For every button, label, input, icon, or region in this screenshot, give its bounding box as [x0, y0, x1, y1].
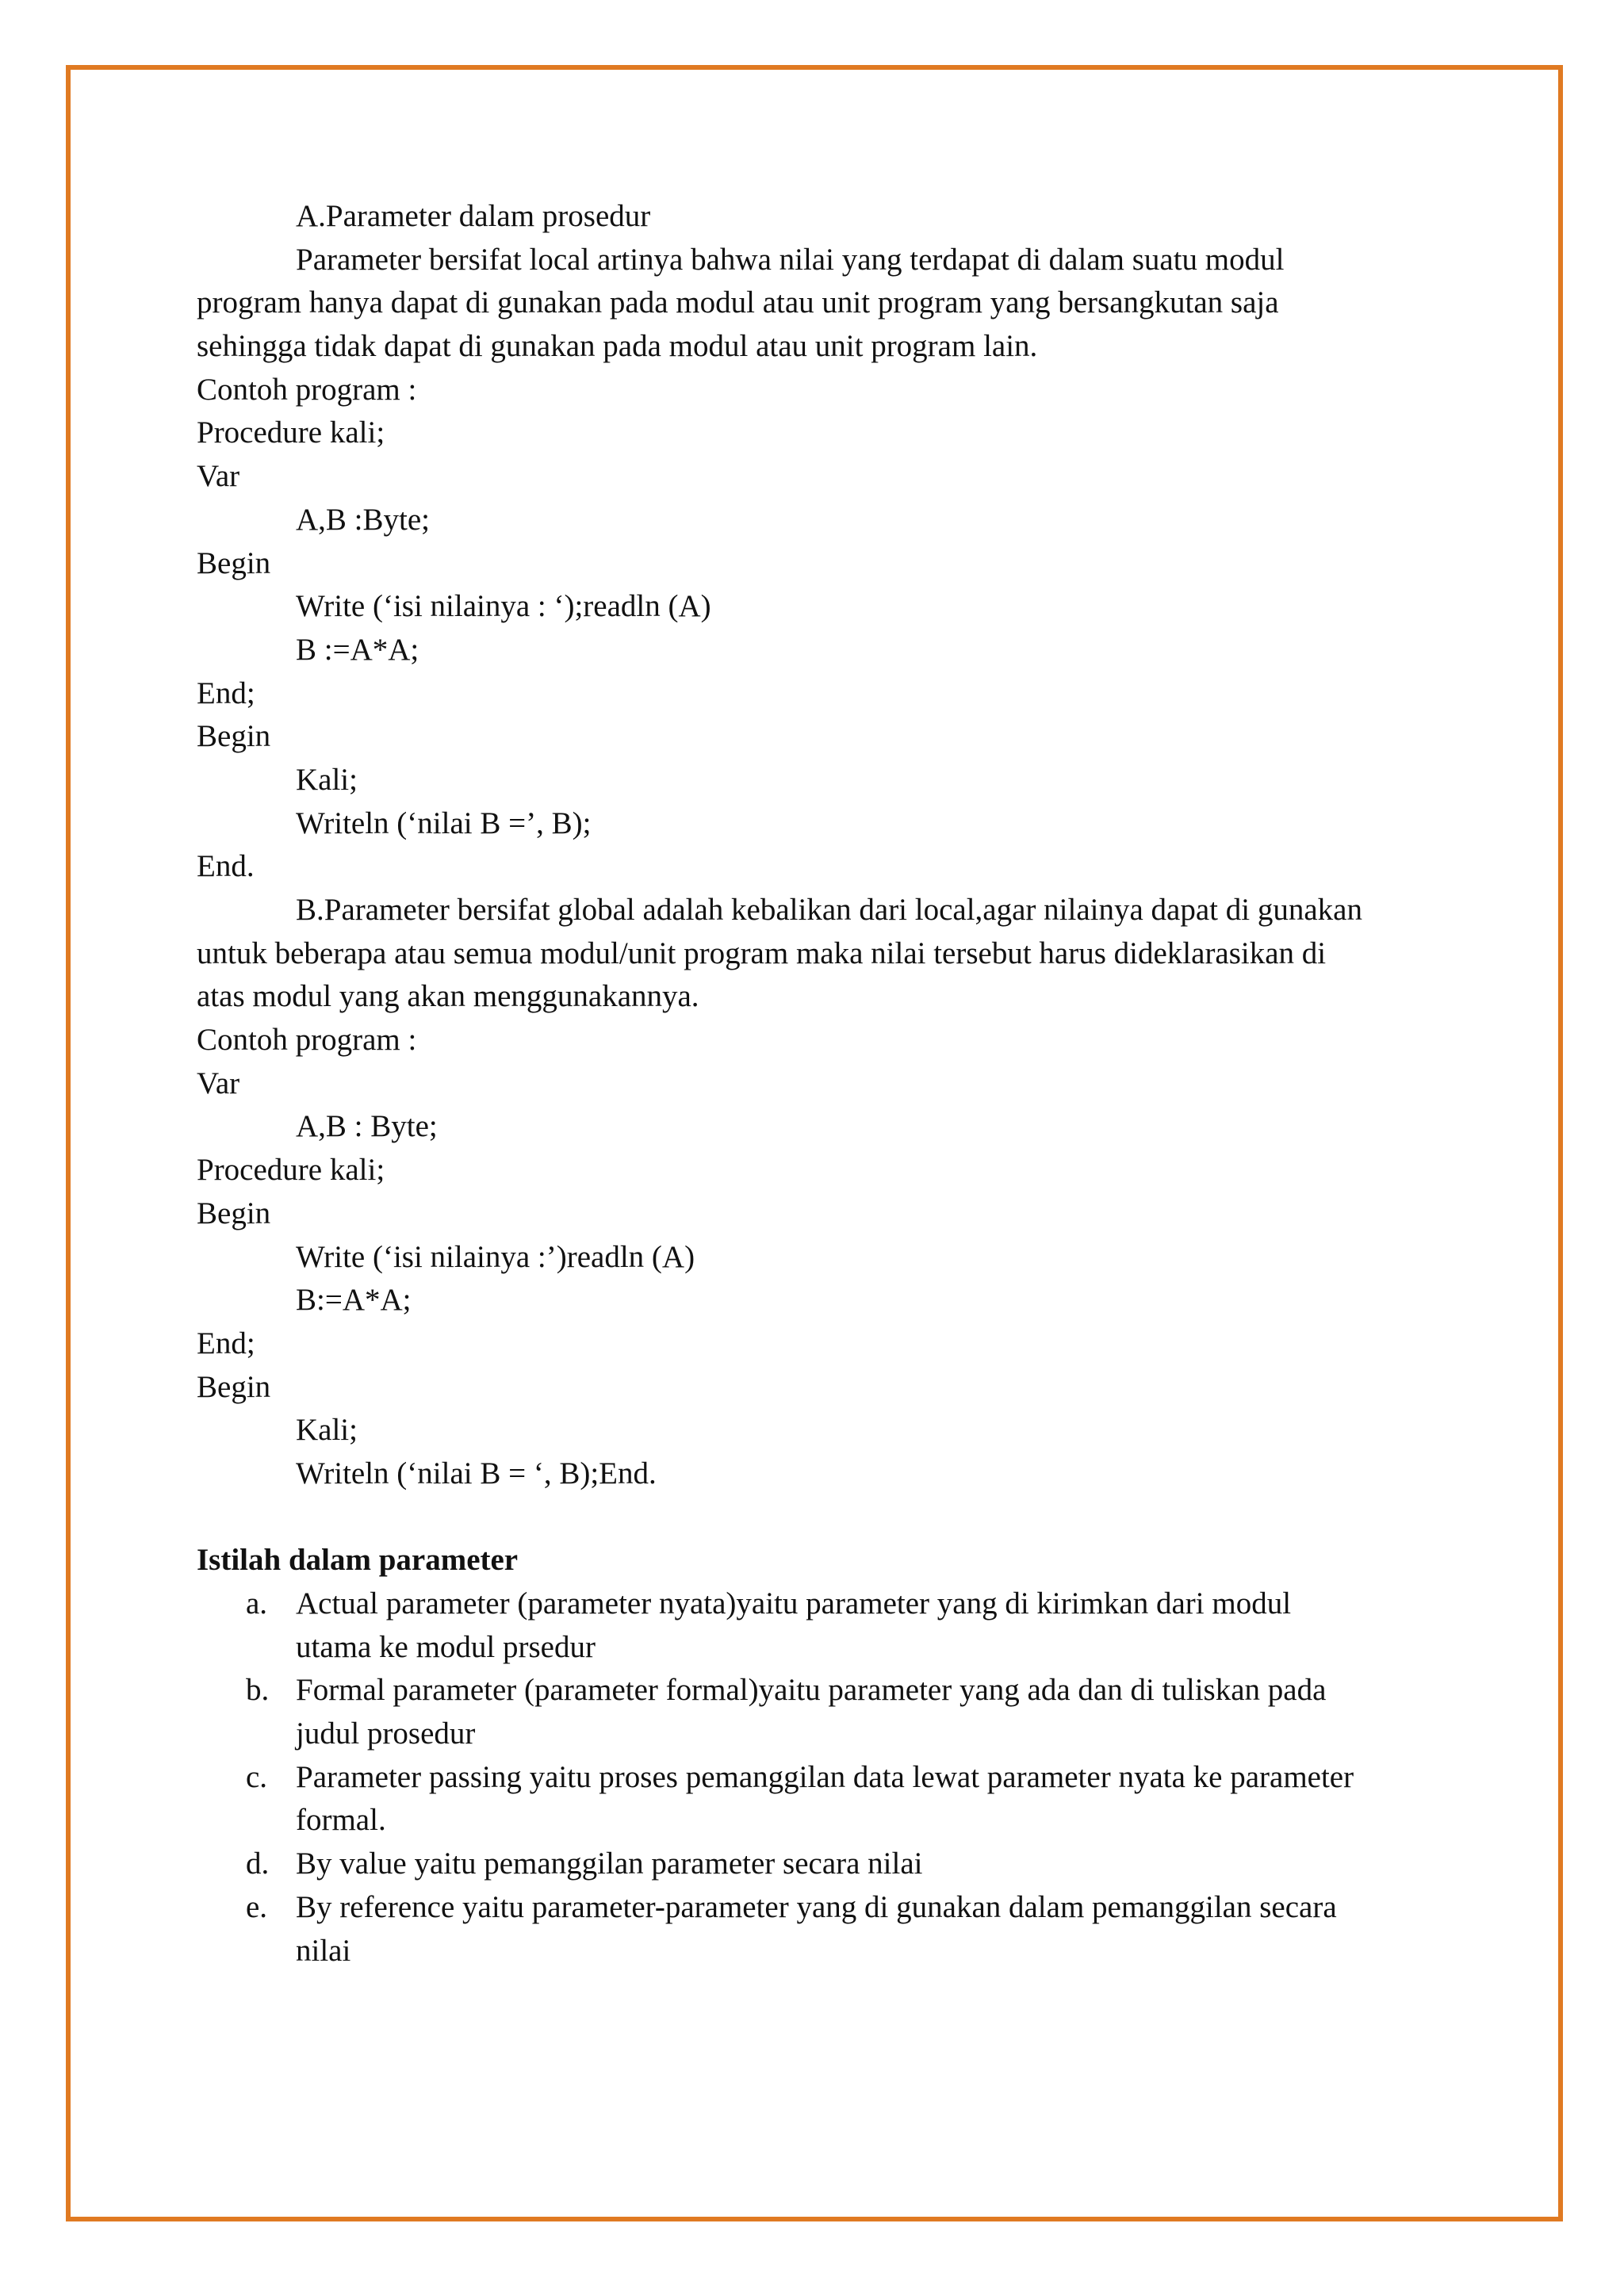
section-b-paragraph-line: B.Parameter bersifat global adalah kebalikan dari local,agar nilainya dapat di gunakan [296, 893, 1362, 927]
list-marker: e. [246, 1889, 268, 1924]
code-line: Begin [197, 1196, 271, 1230]
list-item-line: Formal parameter (parameter formal)yaitu parameter yang ada dan di tuliskan pada [296, 1673, 1327, 1708]
code-line: Begin [197, 545, 271, 580]
code-line: A,B : Byte; [296, 1109, 438, 1144]
list-marker: d. [246, 1846, 270, 1881]
list-item-line: By value yaitu pemanggilan parameter secara nilai [296, 1846, 923, 1881]
code-line: Procedure kali; [197, 415, 385, 450]
list-marker: b. [246, 1673, 270, 1708]
list-item [197, 1843, 1450, 1886]
code-line: Kali; [296, 1413, 358, 1448]
section-a-paragraph-line: Parameter bersifat local artinya bahwa nilai yang terdapat di dalam suatu modul [296, 242, 1285, 277]
code-line: Var [197, 459, 240, 494]
list-item-line: formal. [296, 1803, 386, 1838]
section-b-example-label: Contoh program : [197, 1023, 417, 1058]
section-a-heading: A.Parameter dalam prosedur [296, 199, 651, 233]
terms-heading: Istilah dalam parameter [197, 1543, 519, 1578]
terms-list [197, 1582, 1450, 1973]
list-item [197, 1582, 1450, 1669]
list-item-line: By reference yaitu parameter-parameter yang di gunakan dalam pemanggilan secara [296, 1889, 1337, 1924]
list-marker: c. [246, 1759, 268, 1794]
section-a-paragraph-line: program hanya dapat di gunakan pada modul atau unit program yang bersangkutan saja [197, 285, 1279, 320]
list-item-line: Parameter passing yaitu proses pemanggilan data lewat parameter nyata ke parameter [296, 1759, 1354, 1794]
section-b-paragraph-line: untuk beberapa atau semua modul/unit program maka nilai tersebut harus dideklarasikan di [197, 936, 1327, 970]
code-line: A,B :Byte; [296, 502, 431, 537]
code-line: Write (‘isi nilainya :’)readln (A) [296, 1239, 695, 1274]
code-line: Begin [197, 1369, 271, 1404]
code-line: Writeln (‘nilai B =’, B); [296, 806, 592, 840]
code-line: Var [197, 1066, 240, 1100]
code-line: B:=A*A; [296, 1283, 412, 1318]
code-line: B :=A*A; [296, 632, 419, 667]
code-line: Writeln (‘nilai B = ‘, B);End. [296, 1456, 657, 1490]
list-item [197, 1886, 1450, 1973]
list-item [197, 1669, 1450, 1755]
list-marker: a. [246, 1586, 268, 1621]
section-b-paragraph-line: atas modul yang akan menggunakannya. [197, 979, 699, 1014]
code-line: Kali; [296, 762, 358, 797]
list-item-line: judul prosedur [296, 1716, 476, 1751]
section-a-example-label: Contoh program : [197, 372, 417, 407]
code-line: End; [197, 1326, 255, 1360]
section-a-paragraph-line: sehingga tidak dapat di gunakan pada modul atau unit program lain. [197, 329, 1038, 364]
spacer [197, 1496, 1450, 1540]
code-line: Begin [197, 719, 271, 754]
code-line: End. [197, 849, 255, 884]
code-line: Procedure kali; [197, 1153, 385, 1188]
document-body [197, 195, 1450, 1973]
list-item-line: utama ke modul prsedur [296, 1629, 596, 1664]
list-item-line: nilai [296, 1933, 351, 1968]
list-item-line: Actual parameter (parameter nyata)yaitu parameter yang di kirimkan dari modul [296, 1586, 1292, 1621]
code-line: Write (‘isi nilainya : ‘);readln (A) [296, 589, 711, 624]
list-item [197, 1756, 1450, 1843]
code-line: End; [197, 675, 255, 710]
